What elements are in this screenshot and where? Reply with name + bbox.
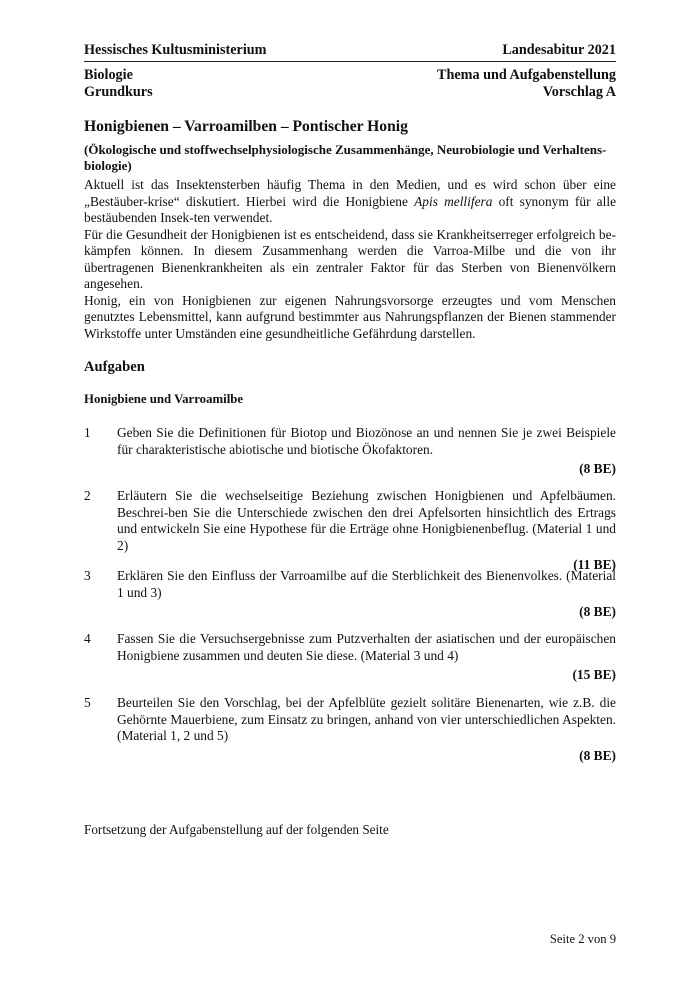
task-number: 3 xyxy=(84,568,91,583)
document-subtitle: (Ökologische und stoffwechselphysiologische Zusammenhänge, Neurobiologie und Verhaltens-biologie) xyxy=(84,142,607,173)
task-text: Erklären Sie den Einfluss der Varroamilbe auf die Sterblichkeit des Bienenvolkes. (Material 1 und 3) xyxy=(117,568,616,600)
intro-p1-start: Aktuell ist das Insektensterben häufig Thema in den Medien, und es wird schon über eine „Bestäuber-krise“ diskutiert. Hierbei wird die Honigbiene xyxy=(84,177,616,209)
ministry-name: Hessisches Kultusministerium xyxy=(84,42,267,58)
header-rule xyxy=(84,61,616,62)
task-number: 5 xyxy=(84,695,91,710)
task-item xyxy=(84,425,616,478)
task-item xyxy=(84,695,616,764)
proposal-label: Vorschlag A xyxy=(542,84,616,100)
intro-paragraph-3: Honig, ein von Honigbienen zur eigenen Nahrungsvorsorge erzeugtes und vom Menschen genutztes Lebensmittel, kann aufgrund bestimmter aus Nahrungspflanzen der Bienen stammender Wirkstoffe unter Umständen eine gesundheitliche Gefährdung darstellen. xyxy=(84,292,616,341)
task-number: 2 xyxy=(84,488,91,503)
intro-paragraph-1 xyxy=(84,177,616,227)
section-heading: Honigbiene und Varroamilbe xyxy=(84,392,244,406)
page-number: Seite 2 von 9 xyxy=(549,932,616,946)
intro-paragraph-2: Für die Gesundheit der Honigbienen ist es entscheidend, dass sie Krankheitserreger erfolgreich be-kämpfen können. In diesem Zusammenhang werden die Varroa-Milbe und die von ihr übertragenen Bienenkrankheiten als ein zentraler Faktor für das Sterben von Bienenvölkern angesehen. xyxy=(84,226,616,291)
course: Grundkurs xyxy=(84,84,153,100)
subject: Biologie xyxy=(84,67,133,83)
task-item xyxy=(84,631,616,684)
task-points: (15 BE) xyxy=(572,667,616,682)
intro-text xyxy=(84,177,616,342)
continuation-note: Fortsetzung der Aufgabenstellung auf der folgenden Seite xyxy=(84,822,389,837)
task-text: Erläutern Sie die wechselseitige Beziehung zwischen Honigbienen und Apfelbäumen. Beschrei-ben Sie die Unterschiede zwischen den drei Apfelsorten hinsichtlich des Ertrags und entwickeln Sie eine Hypothese für die Erträge ohne Honigbienenbeflug. (Material 1 und 2) xyxy=(117,488,616,553)
task-item xyxy=(84,488,616,574)
topic-label: Thema und Aufgabenstellung xyxy=(437,67,616,83)
species-name: Apis mellifera xyxy=(414,193,493,209)
header-top xyxy=(84,42,616,59)
intro-p1-end: oft synonym für alle bestäubenden Insek-ten verwendet. xyxy=(84,193,617,225)
tasks-heading: Aufgaben xyxy=(84,359,145,375)
exam-name: Landesabitur 2021 xyxy=(502,42,616,58)
task-points: (11 BE) xyxy=(573,557,616,572)
task-text: Beurteilen Sie den Vorschlag, bei der Apfelblüte gezielt solitäre Bienenarten, wie z.B. die Gehörnte Mauerbiene, zum Einsatz zu bringen, anhand von vier unterschiedlichen Aspekten. (Material 1, 2 und 5) xyxy=(117,695,616,743)
task-number: 1 xyxy=(84,425,91,440)
topic-block xyxy=(437,67,616,101)
document-page xyxy=(84,0,616,990)
task-item xyxy=(84,568,616,621)
task-points: (8 BE) xyxy=(579,461,616,476)
task-text: Geben Sie die Definitionen für Biotop und Biozönose an und nennen Sie je zwei Beispiele für charakteristische abiotische und biotische Ökofaktoren. xyxy=(117,425,616,457)
task-points: (8 BE) xyxy=(579,747,616,763)
task-text: Fassen Sie die Versuchsergebnisse zum Putzverhalten der asiatischen und der europäischen Honigbiene zusammen und deuten Sie diese. (Material 3 und 4) xyxy=(117,631,616,663)
task-points: (8 BE) xyxy=(579,604,616,619)
subject-block xyxy=(84,67,153,101)
document-title: Honigbienen – Varroamilben – Pontischer Honig xyxy=(84,118,408,135)
task-number: 4 xyxy=(84,631,91,646)
